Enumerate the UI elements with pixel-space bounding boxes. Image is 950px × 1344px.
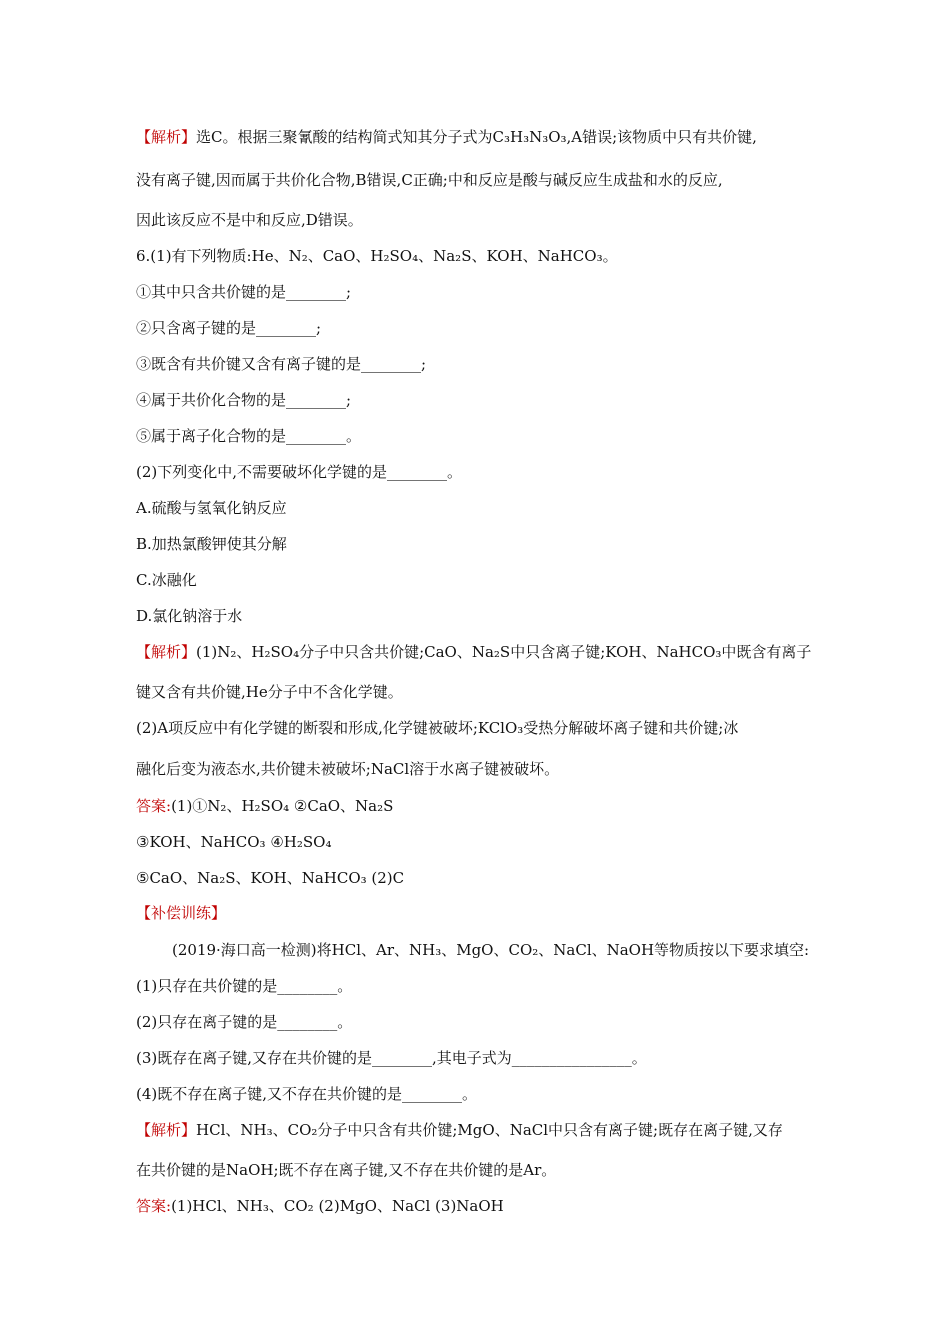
- q6-option-c: C.冰融化: [136, 571, 197, 589]
- q6-item-5: ⑤属于离子化合物的是________。: [136, 427, 362, 445]
- analysis-2-line-2: 键又含有共价键,He分子中不含化学键。: [136, 683, 403, 701]
- q6-item-2: ②只含离子键的是________;: [136, 319, 322, 337]
- analysis-tag: 【解析】: [136, 128, 197, 146]
- supplement-item-2: (2)只存在离子键的是________。: [136, 1013, 353, 1031]
- answer-tag: 答案:: [136, 1197, 172, 1215]
- supplement-tag: 【补偿训练】: [136, 904, 227, 922]
- analysis-1-line-2: 没有离子键,因而属于共价化合物,B错误,C正确;中和反应是酸与碱反应生成盐和水的反应,: [136, 171, 723, 189]
- answer-tag: 答案:: [136, 797, 172, 815]
- answer-1-line-3: ⑤CaO、Na₂S、KOH、NaHCO₃ (2)C: [136, 869, 405, 887]
- q6-part2-intro: (2)下列变化中,不需要破坏化学键的是________。: [136, 463, 463, 481]
- q6-option-b: B.加热氯酸钾使其分解: [136, 535, 287, 553]
- analysis-3-line-1: 【解析】HCl、NH₃、CO₂分子中只含有共价键;MgO、NaCl中只含有离子键;既存在离子键,又存: [136, 1121, 783, 1139]
- answer-1-line-2: ③KOH、NaHCO₃ ④H₂SO₄: [136, 833, 332, 851]
- analysis-2-line-4: 融化后变为液态水,共价键未被破坏;NaCl溶于水离子键被破坏。: [136, 760, 560, 778]
- answer-2-line-1: 答案:(1)HCl、NH₃、CO₂ (2)MgO、NaCl (3)NaOH: [136, 1197, 504, 1215]
- q6-option-a: A.硫酸与氢氧化钠反应: [136, 499, 287, 517]
- supplement-item-3: (3)既存在离子键,又存在共价键的是________,其电子式为________________。: [136, 1049, 647, 1067]
- supplement-item-1: (1)只存在共价键的是________。: [136, 977, 353, 995]
- analysis-1-line-1: 【解析】选C。根据三聚氰酸的结构简式知其分子式为C₃H₃N₃O₃,A错误;该物质中只有共价键,: [136, 128, 757, 146]
- q6-option-d: D.氯化钠溶于水: [136, 607, 243, 625]
- analysis-2-line-1: 【解析】(1)N₂、H₂SO₄分子中只含共价键;CaO、Na₂S中只含离子键;KOH、NaHCO₃中既含有离子: [136, 643, 812, 661]
- q6-item-4: ④属于共价化合物的是________;: [136, 391, 352, 409]
- analysis-3-line-2: 在共价键的是NaOH;既不存在离子键,又不存在共价键的是Ar。: [136, 1161, 557, 1179]
- q6-part1-intro: 6.(1)有下列物质:He、N₂、CaO、H₂SO₄、Na₂S、KOH、NaHCO₃。: [136, 247, 618, 265]
- answer-1-line-1: 答案:(1)①N₂、H₂SO₄ ②CaO、Na₂S: [136, 797, 394, 815]
- analysis-2-line-3: (2)A项反应中有化学键的断裂和形成,化学键被破坏;KClO₃受热分解破坏离子键和共价键;冰: [136, 719, 739, 737]
- q6-item-1: ①其中只含共价键的是________;: [136, 283, 352, 301]
- analysis-tag: 【解析】: [136, 1121, 197, 1139]
- q6-item-3: ③既含有共价键又含有离子键的是________;: [136, 355, 427, 373]
- analysis-1-line-3: 因此该反应不是中和反应,D错误。: [136, 211, 363, 229]
- analysis-tag: 【解析】: [136, 643, 197, 661]
- supplement-item-4: (4)既不存在离子键,又不存在共价键的是________。: [136, 1085, 478, 1103]
- supplement-intro: (2019·海口高一检测)将HCl、Ar、NH₃、MgO、CO₂、NaCl、NaOH等物质按以下要求填空:: [172, 941, 810, 959]
